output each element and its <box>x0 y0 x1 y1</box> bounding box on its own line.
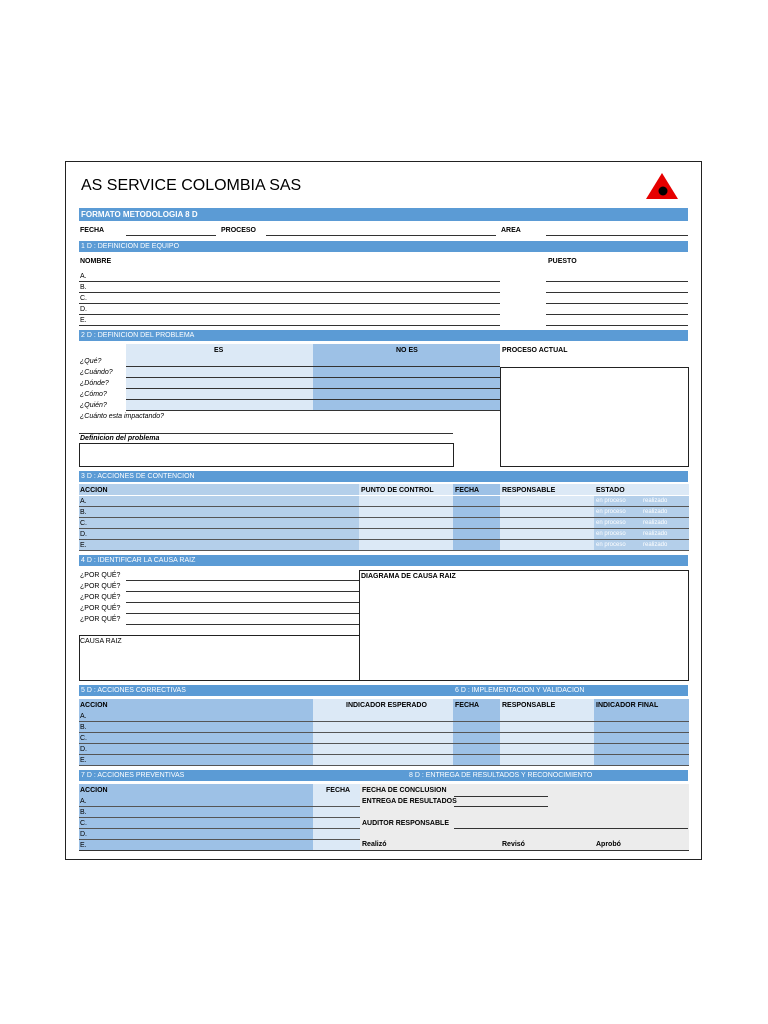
d5-row-divider <box>79 721 689 722</box>
realizo-label: Realizó <box>362 841 387 848</box>
d1-row-label: E. <box>80 317 87 324</box>
question-label: ¿Qué? <box>80 358 102 365</box>
accion-header: ACCION <box>80 702 108 709</box>
d7-title: 7 D : ACCIONES PREVENTIVAS <box>81 772 185 779</box>
puesto-field[interactable] <box>546 292 688 293</box>
fecha-conclusion-field[interactable] <box>454 796 548 797</box>
porque-label: ¿POR QUÉ? <box>80 616 121 623</box>
estado-option[interactable]: en proceso <box>596 509 626 515</box>
es-header: ES <box>214 347 224 354</box>
reviso-label: Revisó <box>502 841 525 848</box>
d5-row-label: C. <box>80 735 87 742</box>
d3-title: 3 D : ACCIONES DE CONTENCION <box>81 473 195 480</box>
d3-row-divider <box>79 528 689 529</box>
fecha-header: FECHA <box>326 787 351 794</box>
auditor-field[interactable] <box>454 828 688 829</box>
d5-row-label: D. <box>80 746 87 753</box>
d2-bar <box>79 330 688 341</box>
d7-row-label: A. <box>80 798 87 805</box>
estado-option[interactable]: realizado <box>643 542 668 548</box>
d5-row-label: A. <box>80 713 87 720</box>
d8-title: 8 D : ENTREGA DE RESULTADOS Y RECONOCIMIENTO <box>409 772 593 779</box>
question-row-line[interactable] <box>126 366 500 367</box>
puesto-field[interactable] <box>546 314 688 315</box>
porque-field[interactable] <box>126 624 360 625</box>
porque-label: ¿POR QUÉ? <box>80 583 121 590</box>
diagrama-box[interactable] <box>359 570 689 681</box>
aprobo-label: Aprobó <box>596 841 621 848</box>
fecha-field[interactable] <box>126 235 216 236</box>
d3-row-label: B. <box>80 509 87 516</box>
definicion-box[interactable] <box>79 443 454 467</box>
d3-row-divider <box>79 539 689 540</box>
estado-option[interactable]: en proceso <box>596 520 626 526</box>
d7-row-divider <box>79 839 360 840</box>
company-name: AS SERVICE COLOMBIA SAS <box>81 177 302 194</box>
d7-row-divider <box>79 817 360 818</box>
d6-title: 6 D : IMPLEMENTACION Y VALIDACION <box>455 687 585 694</box>
d5-row-divider <box>79 754 689 755</box>
definicion-label: Definicion del problema <box>80 435 160 442</box>
d4-title: 4 D : IDENTIFICAR LA CAUSA RAIZ <box>81 557 196 564</box>
d5-title: 5 D : ACCIONES CORRECTIVAS <box>81 687 186 694</box>
puesto-field[interactable] <box>546 281 688 282</box>
estado-option[interactable]: en proceso <box>596 531 626 537</box>
accion-header: ACCION <box>80 787 108 794</box>
d3-row-divider <box>79 506 689 507</box>
nombre-field[interactable] <box>79 325 500 326</box>
estado-option[interactable]: realizado <box>643 531 668 537</box>
fecha-label: FECHA <box>80 227 105 234</box>
question-label: ¿Dónde? <box>80 380 109 387</box>
indicador-esperado-header: INDICADOR ESPERADO <box>346 702 427 709</box>
d3-row-label: D. <box>80 531 87 538</box>
question-label: ¿Cuánto esta impactando? <box>80 413 165 420</box>
d1-row-label: D. <box>80 306 87 313</box>
area-field[interactable] <box>546 235 688 236</box>
d7-row-divider <box>79 806 360 807</box>
question-row-line[interactable] <box>126 388 500 389</box>
d1-row-label: C. <box>80 295 87 302</box>
format-title: FORMATO METODOLOGIA 8 D <box>81 210 198 219</box>
fecha-header: FECHA <box>455 702 480 709</box>
responsable-header: RESPONSABLE <box>502 702 556 709</box>
puesto-label: PUESTO <box>548 258 577 265</box>
d3-row-label: A. <box>80 498 87 505</box>
estado-option[interactable]: realizado <box>643 498 668 504</box>
question-label: ¿Quién? <box>80 402 107 409</box>
porque-label: ¿POR QUÉ? <box>80 594 121 601</box>
causa-raiz-label: CAUSA RAIZ <box>80 638 122 645</box>
warning-triangle-icon <box>645 172 679 205</box>
estado-header: ESTADO <box>596 487 625 494</box>
d5-bar <box>79 685 688 696</box>
fecha-header: FECHA <box>455 487 480 494</box>
accion-header: ACCION <box>80 487 108 494</box>
d1-row-label: A. <box>80 273 87 280</box>
d1-title: 1 D : DEFINICION DE EQUIPO <box>81 243 180 250</box>
auditor-label: AUDITOR RESPONSABLE <box>362 820 449 827</box>
d3-row-label: E. <box>80 542 87 549</box>
question-row-line[interactable] <box>126 410 500 411</box>
nombre-field[interactable] <box>79 292 500 293</box>
diagrama-label: DIAGRAMA DE CAUSA RAIZ <box>361 573 456 580</box>
d3-row-divider <box>79 550 689 551</box>
d7-row-label: B. <box>80 809 87 816</box>
d5-row-divider <box>79 732 689 733</box>
estado-option[interactable]: en proceso <box>596 498 626 504</box>
d5-row-divider <box>79 765 689 766</box>
question-label: ¿Cuándo? <box>80 369 113 376</box>
d1-row-label: B. <box>80 284 87 291</box>
estado-option[interactable]: realizado <box>643 509 668 515</box>
nombre-field[interactable] <box>79 281 500 282</box>
responsable-header: RESPONSABLE <box>502 487 556 494</box>
d3-row-divider <box>79 517 689 518</box>
estado-option[interactable]: realizado <box>643 520 668 526</box>
porque-label: ¿POR QUÉ? <box>80 605 121 612</box>
entrega-resultados-field[interactable] <box>454 806 548 807</box>
proceso-actual-header: PROCESO ACTUAL <box>502 347 568 354</box>
porque-field[interactable] <box>126 591 360 592</box>
estado-option[interactable]: en proceso <box>596 542 626 548</box>
question-row-line[interactable] <box>126 399 500 400</box>
bottom-line <box>79 850 689 851</box>
d3-row-label: C. <box>80 520 87 527</box>
d7-row-divider <box>79 828 360 829</box>
d5-row-label: E. <box>80 757 87 764</box>
question-row-line[interactable] <box>126 377 500 378</box>
d4-bar <box>79 555 688 566</box>
nombre-label: NOMBRE <box>80 258 112 265</box>
d7-row-label: E. <box>80 842 87 849</box>
d5-row-divider <box>79 743 689 744</box>
d7-bar <box>79 770 688 781</box>
porque-field[interactable] <box>126 613 360 614</box>
puesto-field[interactable] <box>546 325 688 326</box>
porque-field[interactable] <box>126 580 360 581</box>
area-label: AREA <box>501 227 521 234</box>
entrega-resultados-label: ENTREGA DE RESULTADOS <box>362 798 457 805</box>
d5-row-label: B. <box>80 724 87 731</box>
d7-row-label: D. <box>80 831 87 838</box>
d1-bar <box>79 241 688 252</box>
porque-label: ¿POR QUÉ? <box>80 572 121 579</box>
question-label: ¿Cómo? <box>80 391 107 398</box>
indicador-final-header: INDICADOR FINAL <box>596 702 659 709</box>
format-title-bar <box>79 208 688 221</box>
nombre-field[interactable] <box>79 303 500 304</box>
proceso-field[interactable] <box>266 235 496 236</box>
d3-bar <box>79 471 688 482</box>
d7-row-label: C. <box>80 820 87 827</box>
proceso-label: PROCESO <box>221 227 257 234</box>
d2-title: 2 D : DEFINICION DEL PROBLEMA <box>81 332 195 339</box>
d3-row-divider <box>79 495 689 496</box>
proceso-actual-box[interactable] <box>500 367 689 467</box>
nombre-field[interactable] <box>79 314 500 315</box>
porque-field[interactable] <box>126 602 360 603</box>
puesto-field[interactable] <box>546 303 688 304</box>
punto-header: PUNTO DE CONTROL <box>361 487 434 494</box>
8d-form-sheet <box>65 161 702 860</box>
no-es-header: NO ES <box>396 347 418 354</box>
fecha-conclusion-label: FECHA DE CONCLUSION <box>362 787 447 794</box>
